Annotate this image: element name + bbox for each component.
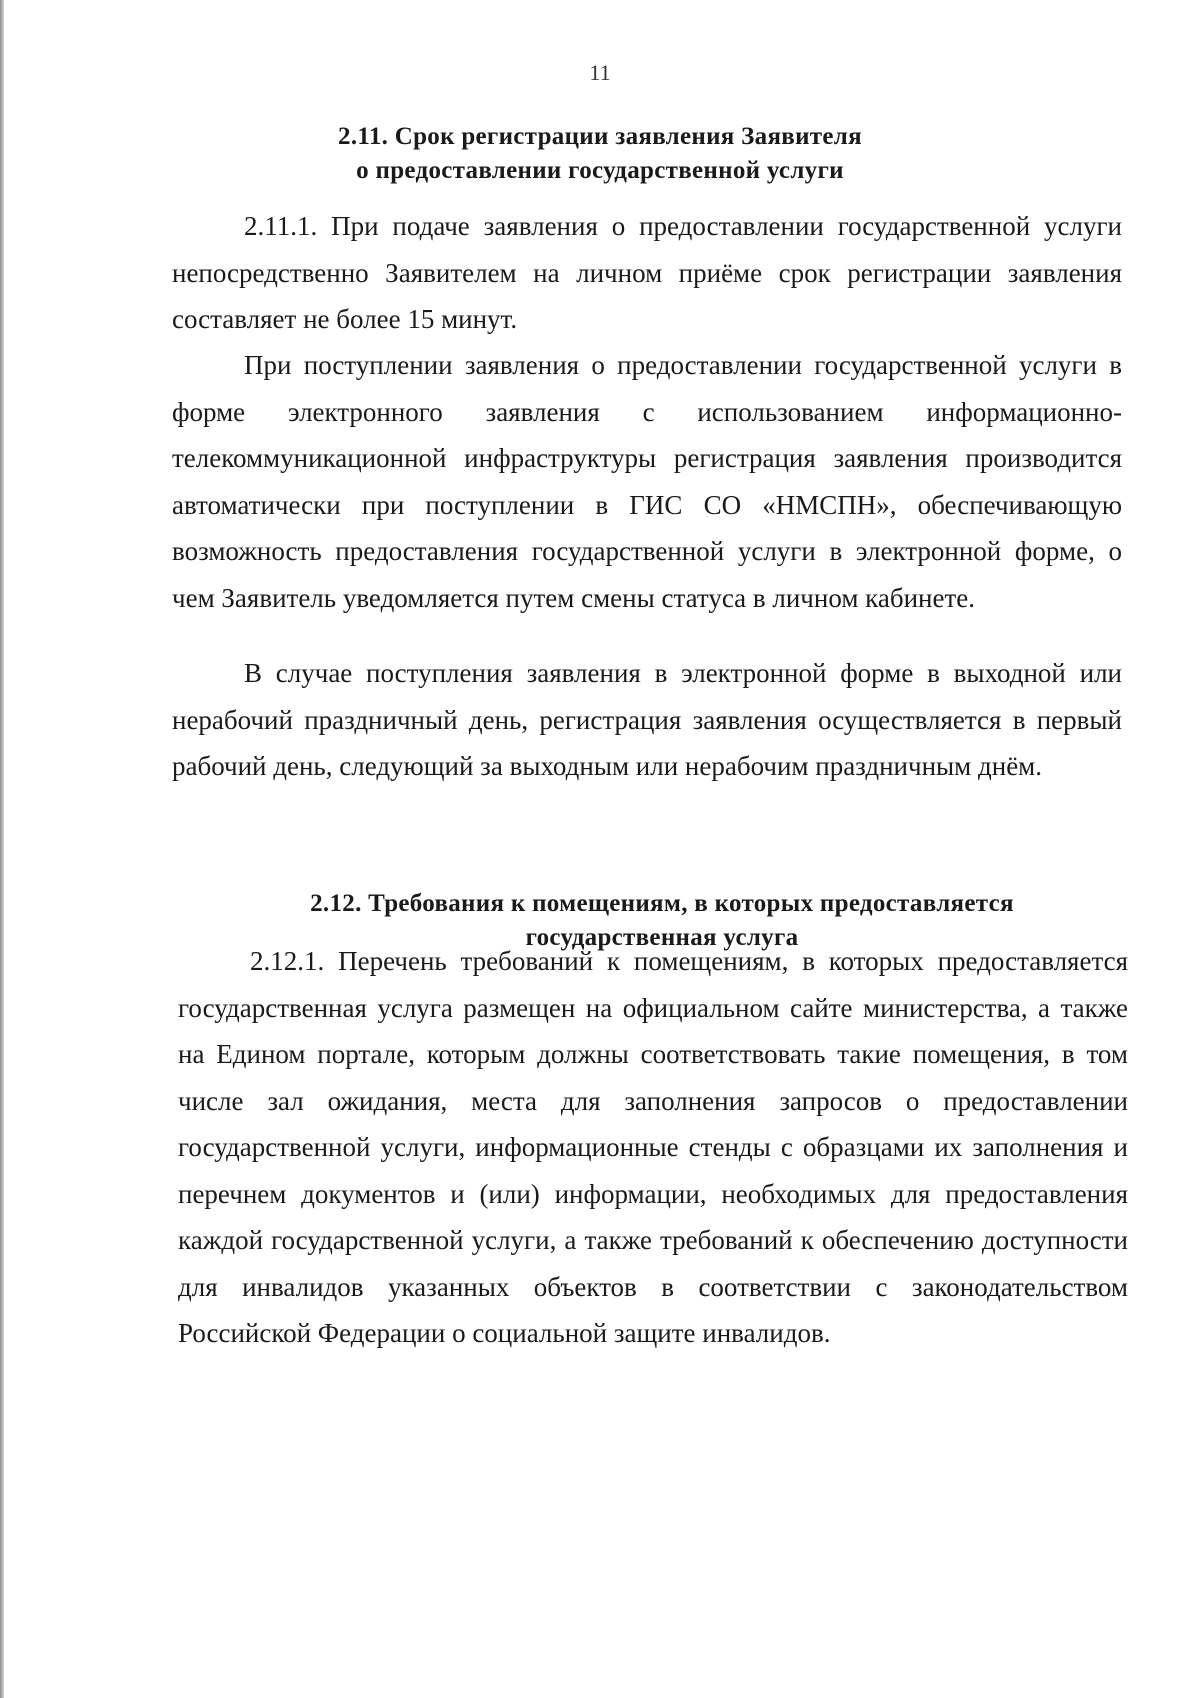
paragraph-text: 2.11.1. При подаче заявления о предоставлении государственной услуги непосредственно Заявителем на личном приёме срок регистрации заявления составляет не более 15 минут. [172,211,1122,334]
section-2-11-heading [0,120,1200,188]
page-edge-shadow [0,0,4,1698]
section-2-12-title-line1: 2.12. Требования к помещениям, в которых предоставляется [310,890,1014,917]
paragraph-text: В случае поступления заявления в электронной форме в выходной или нерабочий праздничный день, регистрация заявления осуществляется в первый рабочий день, следующий за выходным или нерабочим праздничным днём. [172,658,1122,781]
paragraph-2-11-2 [172,342,1122,621]
paragraph-text: 2.12.1. Перечень требований к помещениям, в которых предоставляется государственная услуга размещен на официальном сайте министерства, а также на Едином портале, которым должны соответствовать такие помещения, в том числе зал ожидания, места для заполнения запросов о предоставлении государственной услуги, информационные стенды с образцами их заполнения и перечнем документов и (или) информации, необходимых для предоставления каждой государственной услуги, а также требований к обеспечению доступности для инвалидов указанных объектов в соответствии с законодательством Российской Федерации о социальной защите инвалидов. [178,946,1128,1348]
paragraph-2-11-1 [172,203,1122,343]
section-2-11-title-line1: 2.11. Срок регистрации заявления Заявителя [338,123,862,150]
paragraph-2-12-1 [178,938,1128,1357]
section-2-11-title-line2: о предоставлении государственной услуги [356,157,844,184]
paragraph-text: При поступлении заявления о предоставлении государственной услуги в форме электронного заявления с использованием информационно-телекоммуникационной инфраструктуры регистрация заявления производится автоматически при поступлении в ГИС СО «НМСПН», обеспечивающую возможность предоставления государственной услуги в электронной форме, о чем Заявитель уведомляется путем смены статуса в личном кабинете. [172,350,1122,613]
page-number: 11 [589,60,611,85]
section-2-12-title-line2: государственная услуга [525,924,799,951]
paragraph-2-11-3 [172,650,1122,790]
